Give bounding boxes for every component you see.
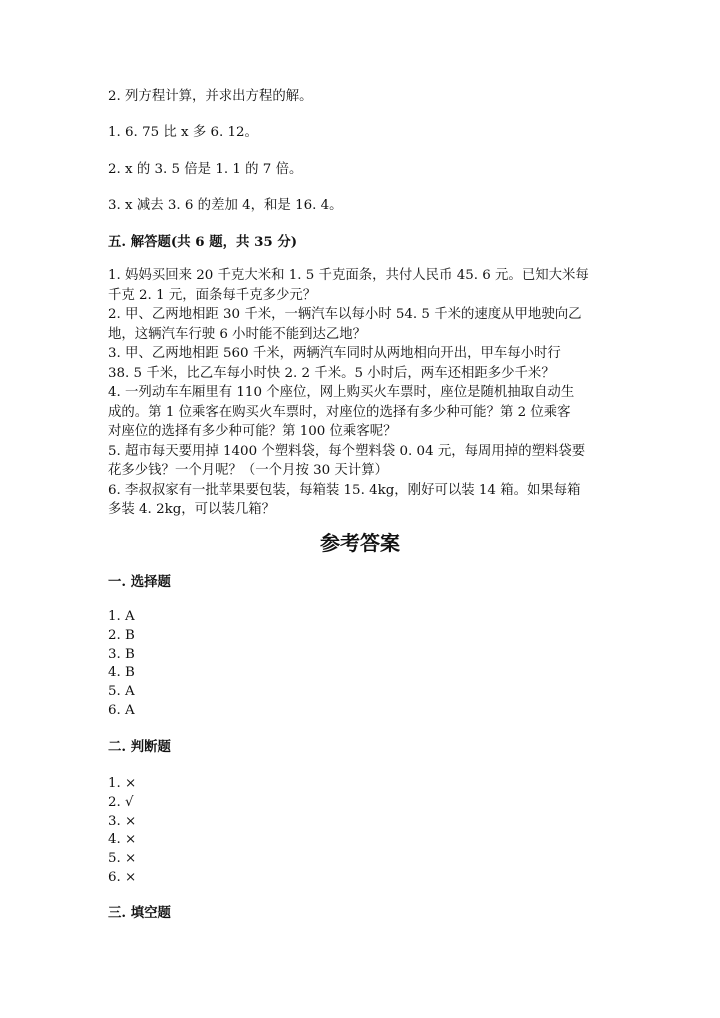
list-item: 1. A xyxy=(108,609,135,624)
word-problems-heading: 五. 解答题(共 6 题，共 35 分) xyxy=(108,234,298,250)
word-problem-line: 38. 5 千米，比乙车每小时快 2. 2 千米。5 小时后，两车还相距多少千米？ xyxy=(108,365,555,381)
equation-item-2: 2. x 的 3. 5 倍是 1. 1 的 7 倍。 xyxy=(108,162,303,177)
word-problems-block xyxy=(108,266,608,520)
word-problem-line: 2. 甲、乙两地相距 30 千米，一辆汽车以每小时 54. 5 千米的速度从甲地驶向乙 xyxy=(108,307,582,322)
equation-item-1: 1. 6. 75 比 x 多 6. 12。 xyxy=(108,125,258,140)
word-problem-line: 千克 2. 1 元，面条每千克多少元？ xyxy=(108,287,317,303)
word-problem-line: 多装 4. 2kg，可以装几箱？ xyxy=(108,502,276,517)
list-item: 6. × xyxy=(108,869,137,885)
word-problem-line: 4. 一列动车车厢里有 110 个座位，网上购买火车票时，座位是随机抽取自动生 xyxy=(108,385,575,400)
word-problem-line: 3. 甲、乙两地相距 560 千米，两辆汽车同时从两地相向开出，甲车每小时行 xyxy=(108,346,561,361)
word-problem-line: 地，这辆汽车行驶 6 小时能不能到达乙地？ xyxy=(108,326,367,342)
list-item: 5. × xyxy=(108,851,137,867)
choice-answers-list xyxy=(108,608,135,721)
list-item: 6. A xyxy=(108,702,135,718)
list-item: 4. × xyxy=(108,832,137,848)
judge-answers-heading: 二. 判断题 xyxy=(108,739,171,755)
list-item: 2. √ xyxy=(108,794,134,810)
word-problem-line: 1. 妈妈买回来 20 千克大米和 1. 5 千克面条，共付人民币 45. 6 元。已知大米每 xyxy=(108,268,589,283)
word-problem-line: 成的。第 1 位乘客在购买火车票时，对座位的选择有多少种可能？第 2 位乘客 xyxy=(108,404,571,420)
list-item: 4. B xyxy=(108,665,135,681)
word-problem-line: 6. 李叔叔家有一批苹果要包装，每箱装 15. 4kg，刚好可以装 14 箱。如果每箱 xyxy=(108,482,581,498)
equation-item-3: 3. x 减去 3. 6 的差加 4，和是 16. 4。 xyxy=(108,198,343,213)
fill-answers-heading: 三. 填空题 xyxy=(108,905,171,921)
list-item: 1. × xyxy=(108,776,137,791)
equation-section-heading: 2. 列方程计算，并求出方程的解。 xyxy=(108,89,313,104)
list-item: 3. × xyxy=(108,813,137,829)
list-item: 5. A xyxy=(108,684,135,700)
word-problem-line: 5. 超市每天要用掉 1400 个塑料袋，每个塑料袋 0. 04 元，每周用掉的塑料袋要 xyxy=(108,443,586,459)
judge-answers-list xyxy=(108,775,136,888)
choice-answers-heading: 一. 选择题 xyxy=(108,574,171,590)
list-item: 3. B xyxy=(108,646,135,662)
answers-title: 参考答案 xyxy=(320,531,400,555)
word-problem-line: 花多少钱？一个月呢？（一个月按 30 天计算） xyxy=(108,463,388,478)
list-item: 2. B xyxy=(108,627,135,643)
word-problem-line: 对座位的选择有多少种可能？第 100 位乘客呢？ xyxy=(108,424,397,439)
